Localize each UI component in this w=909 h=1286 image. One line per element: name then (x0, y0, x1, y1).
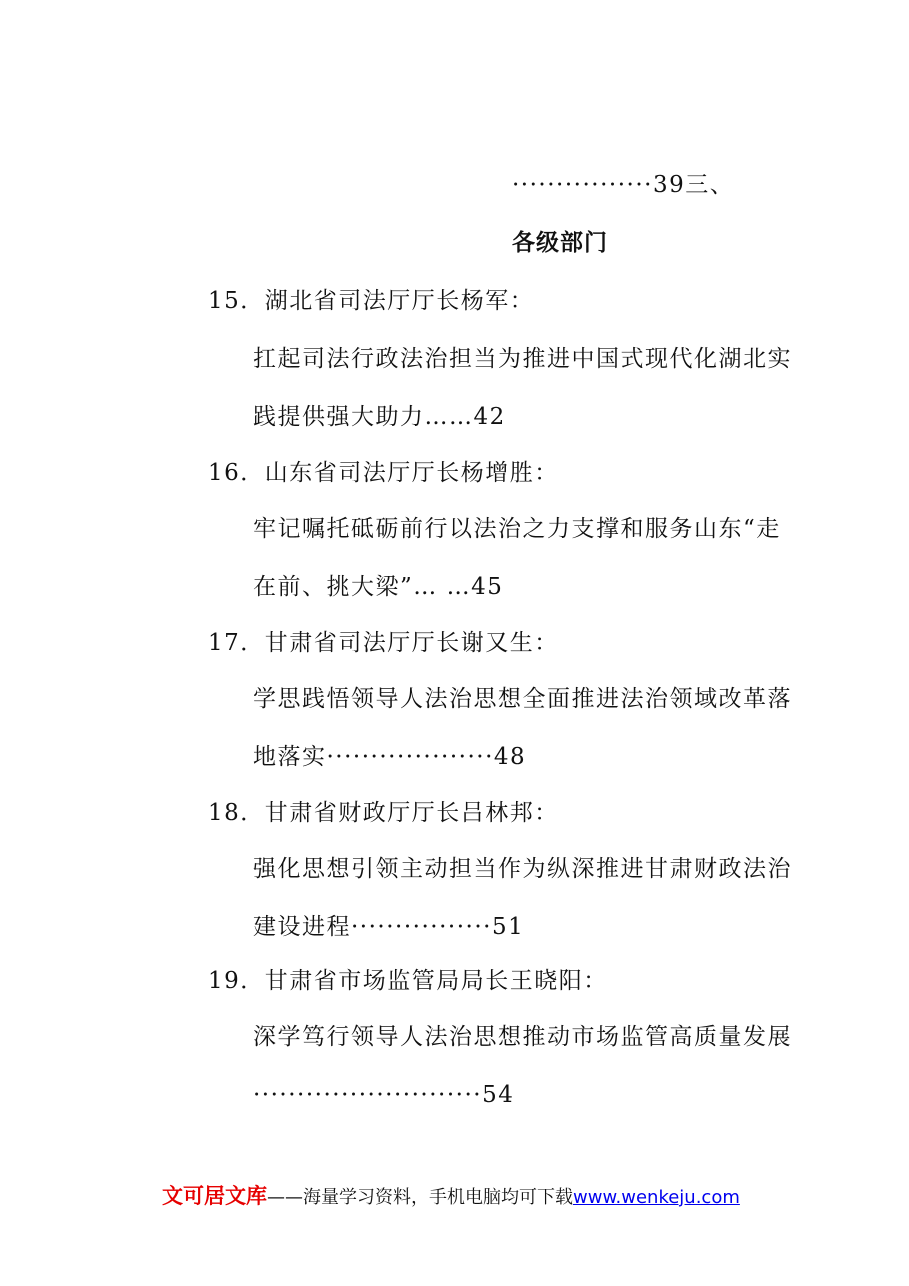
toc-prev-tail: ················39三、 (512, 172, 735, 198)
toc-entry-title-line: 牢记嘱托砥砺前行以法治之力支撑和服务山东“走 (253, 516, 781, 542)
toc-entry-title-line: 学思践悟领导人法治思想全面推进法治领域改革落 (253, 686, 792, 712)
toc-entry-title-line: 强化思想引领主动担当作为纵深推进甘肃财政法治 (253, 856, 792, 882)
toc-entry-title-line: 在前、挑大梁”… …45 (253, 574, 504, 600)
footer-link[interactable]: www.wenkeju.com (573, 1187, 740, 1208)
toc-entry-title-line: 践提供强大助力……42 (253, 404, 506, 430)
footer-slogan: ——海量学习资料，手机电脑均可下载 (267, 1187, 573, 1208)
toc-entry-title-line: 深学笃行领导人法治思想推动市场监管高质量发展 (253, 1024, 792, 1050)
toc-entry-title-line: 地落实···················48 (253, 744, 527, 770)
footer-brand: 文可居文库 (162, 1184, 267, 1208)
toc-entry-heading: 18．甘肃省财政厅厅长吕林邦： (208, 800, 559, 826)
toc-entry-heading: 19．甘肃省市场监管局局长王晓阳： (208, 968, 608, 994)
toc-entry-heading: 16．山东省司法厅厅长杨增胜： (208, 460, 559, 486)
page-footer (162, 1183, 740, 1211)
toc-entry-heading: 15．湖北省司法厅厅长杨军： (208, 288, 535, 314)
toc-entry-title-line: 扛起司法行政法治担当为推进中国式现代化湖北实 (253, 346, 792, 372)
section-title: 各级部门 (512, 230, 608, 256)
toc-entry-title-line: 建设进程················51 (253, 914, 525, 940)
toc-entry-title-line: ··························54 (253, 1082, 515, 1108)
toc-entry-heading: 17．甘肃省司法厅厅长谢又生： (208, 630, 559, 656)
